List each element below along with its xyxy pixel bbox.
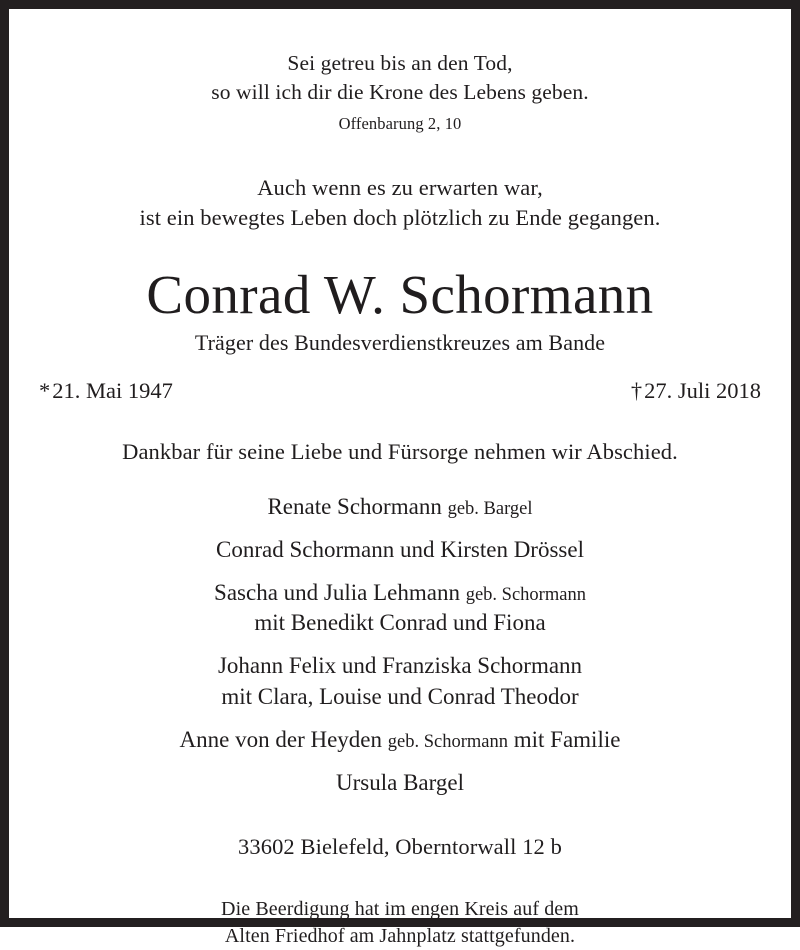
family-name-main: Ursula Bargel <box>336 769 464 795</box>
verse-line-2: so will ich dir die Krone des Lebens geben. <box>211 79 589 104</box>
scripture-verse <box>37 49 763 106</box>
address-line: 33602 Bielefeld, Oberntorwall 12 b <box>238 833 562 859</box>
family-line <box>37 725 763 755</box>
family-name-main: Conrad Schormann und Kirsten Drössel <box>216 537 584 563</box>
family-group <box>37 768 763 798</box>
family-line <box>37 651 763 681</box>
family-group <box>37 535 763 565</box>
family-group <box>37 651 763 711</box>
family-line <box>37 578 763 608</box>
family-name-nee: geb. Schormann <box>465 585 586 606</box>
family-group <box>37 492 763 522</box>
family-group <box>37 578 763 638</box>
verse-line-1: Sei getreu bis an den Tod, <box>287 51 513 75</box>
family-line <box>37 535 763 565</box>
family-name-main: Anne von der Heyden <box>179 726 388 752</box>
funeral-note <box>37 896 763 950</box>
funeral-line-2: Alten Friedhof am Jahnplatz stattgefunden. <box>224 925 576 948</box>
death-cross-icon: † <box>630 378 643 404</box>
death-date <box>631 376 761 405</box>
family-line <box>37 492 763 522</box>
deceased-name: Conrad W. Schormann <box>146 264 654 326</box>
farewell-text: Dankbar für seine Liebe und Fürsorge nehmen wir Abschied. <box>122 438 678 464</box>
intro-statement <box>37 173 763 233</box>
family-children-line: mit Clara, Louise und Conrad Theodor <box>221 683 579 709</box>
life-dates <box>37 376 763 405</box>
birth-date <box>39 376 173 405</box>
family-name-tail: mit Familie <box>508 726 621 752</box>
deceased-honour: Träger des Bundesverdienstkreuzes am Bande <box>194 329 606 355</box>
family-name-nee: geb. Schormann <box>387 731 508 752</box>
family-name-main: Sascha und Julia Lehmann <box>214 580 466 606</box>
family-name-nee: geb. Bargel <box>447 498 533 519</box>
notice-content <box>9 9 791 948</box>
funeral-line-1: Die Beerdigung hat im engen Kreis auf dem <box>221 898 579 921</box>
family-line <box>37 768 763 798</box>
family-name-main: Renate Schormann <box>267 493 448 519</box>
family-group <box>37 725 763 755</box>
family-list <box>37 492 763 798</box>
scripture-reference: Offenbarung 2, 10 <box>338 114 462 134</box>
intro-line-2: ist ein bewegtes Leben doch plötzlich zu Ende gegangen. <box>139 204 661 230</box>
family-children-line: mit Benedikt Conrad und Fiona <box>254 610 546 636</box>
birth-date-text: 21. Mai 1947 <box>52 378 173 404</box>
intro-line-1: Auch wenn es zu erwarten war, <box>257 174 543 200</box>
birth-star-icon: * <box>39 378 51 404</box>
family-name-main: Johann Felix und Franziska Schormann <box>217 653 583 679</box>
death-date-text: 27. Juli 2018 <box>644 378 761 404</box>
